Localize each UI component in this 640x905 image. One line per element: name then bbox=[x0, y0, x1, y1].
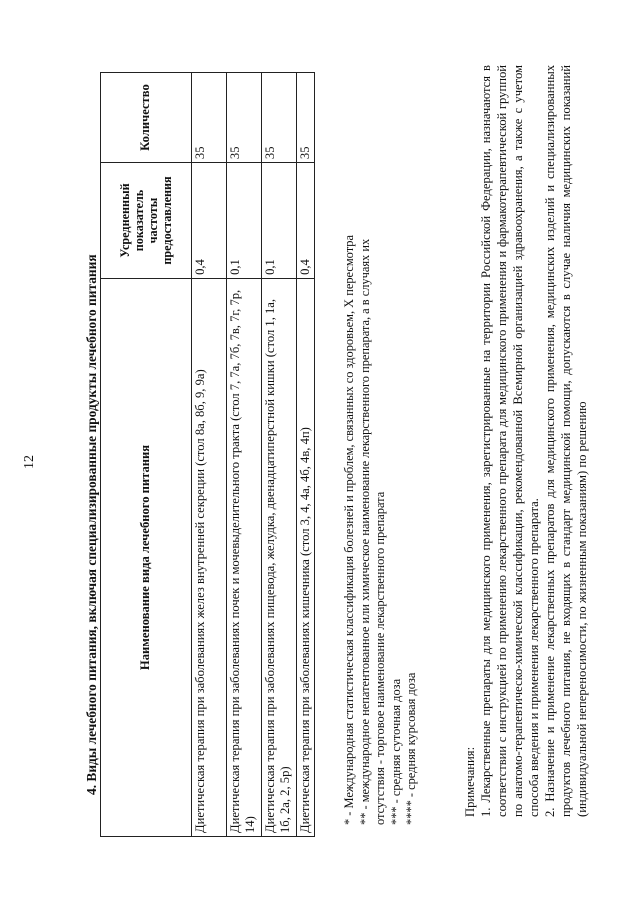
footnote: отсутствия - торговое наименование лекарственного препарата bbox=[373, 491, 387, 825]
row-name: Диетическая терапия при заболеваниях пищевода, желудка, двенадцатиперстной кишки (стол 1, 1а, 1б, 2а, 2, 5р) bbox=[262, 278, 297, 836]
row-name: Диетическая терапия при заболеваниях почек и мочевыделительного тракта (стол 7, 7а, 7б, 7в, 7г, 7р, 14) bbox=[227, 278, 262, 836]
diet-table bbox=[100, 72, 315, 837]
section-title: 4. Виды лечебного питания, включая специализированные продукты лечебного питания bbox=[84, 254, 99, 795]
row-qty: 35 bbox=[192, 73, 227, 163]
footnote: * - Международная статистическая классификация болезней и проблем, связанных со здоровьем, X пересмотра bbox=[342, 235, 356, 825]
footnote: **** - средняя курсовая доза bbox=[404, 672, 418, 825]
header-name: Наименование вида лечебного питания bbox=[101, 278, 192, 836]
header-quantity: Количество bbox=[101, 73, 192, 163]
row-avg: 0,4 bbox=[192, 163, 227, 279]
table-row bbox=[192, 73, 227, 837]
row-avg: 0,4 bbox=[297, 163, 315, 279]
row-name: Диетическая терапия при заболеваниях кишечника (стол 3, 4, 4а, 4б, 4в, 4п) bbox=[297, 278, 315, 836]
note-item: 2. Назначение и применение лекарственных препаратов для медицинского применения, медицинских изделий и специализированных продуктов лечебного питания, не входящих в стандарт медицинской помощи, допускаются в случае наличия медицинских показаний (индивидуальной непереносимости, по жизненным показаниям) по решению bbox=[543, 65, 589, 817]
table-row bbox=[297, 73, 315, 837]
footnotes bbox=[342, 65, 420, 825]
table-header-row bbox=[101, 73, 192, 837]
note-item: 1. Лекарственные препараты для медицинского применения, зарегистрированные на территории Российской Федерации, назначаются в соответствии с инструкцией по применению лекарственного препарата для медицинского применения и фармакотерапевтической группой по анатомо-терапевтическо-химической классификации, рекомендованной Всемирной организацией здравоохранения, а также с учетом способа введения и применения лекарственного препарата. bbox=[479, 65, 541, 817]
row-avg: 0,1 bbox=[262, 163, 297, 279]
row-name: Диетическая терапия при заболеваниях желез внутренней секреции (стол 8а, 8б, 9, 9а) bbox=[192, 278, 227, 836]
table-row bbox=[227, 73, 262, 837]
notes-heading: Примечания: bbox=[463, 746, 477, 817]
row-avg: 0,1 bbox=[227, 163, 262, 279]
table-row bbox=[262, 73, 297, 837]
page-number: 12 bbox=[22, 455, 37, 469]
row-qty: 35 bbox=[262, 73, 297, 163]
notes bbox=[462, 65, 590, 817]
header-avg-frequency: Усредненный показатель частоты предоставления bbox=[101, 163, 192, 279]
row-qty: 35 bbox=[227, 73, 262, 163]
row-qty: 35 bbox=[297, 73, 315, 163]
footnote: ** - международное непатентованное или химическое наименование лекарственного препарата, а в случаях их bbox=[357, 238, 372, 825]
footnote: *** - средняя суточная доза bbox=[388, 678, 403, 825]
